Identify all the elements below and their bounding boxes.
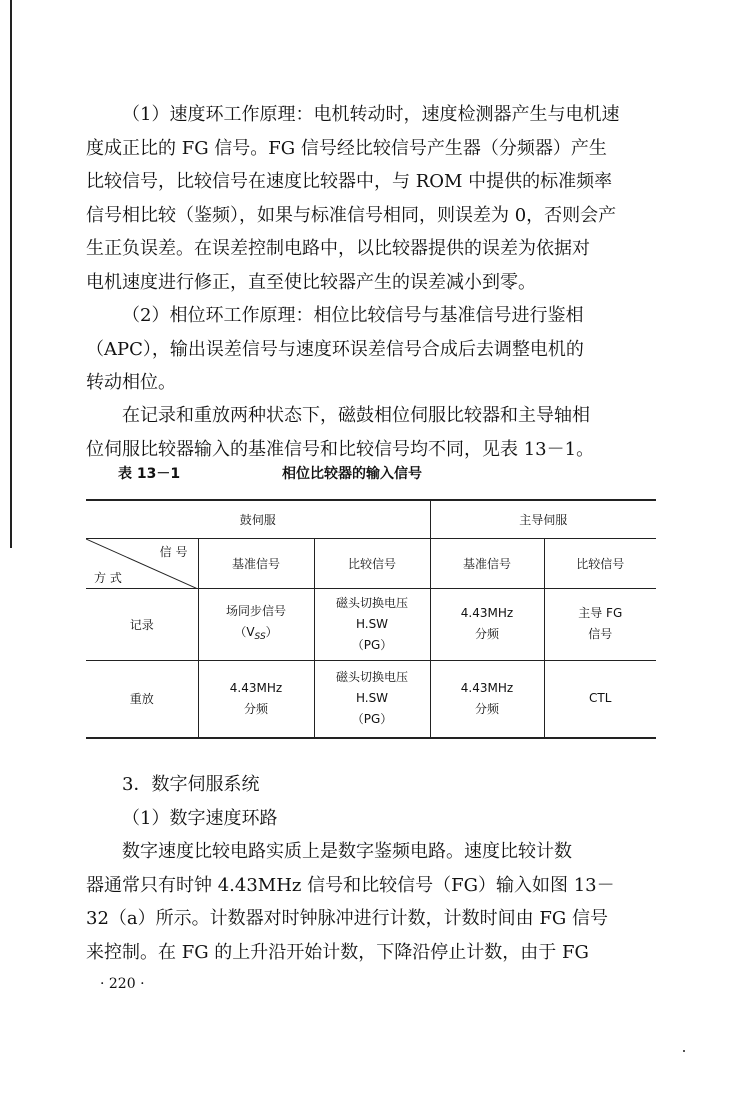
text-line: 在记录和重放两种状态下，磁鼓相位伺服比较器和主导轴相 <box>122 405 590 426</box>
text-line: 器通常只有时钟 4.43MHz 信号和比较信号（FG）输入如图 13－ <box>86 874 615 896</box>
table-cell: 4.43MHz 分频 <box>430 588 544 660</box>
table-title: 相位比较器的输入信号 <box>282 466 422 482</box>
text-line: 度成正比的 FG 信号。FG 信号经比较信号产生器（分频器）产生 <box>86 137 607 159</box>
table-row-record <box>86 588 656 660</box>
subheader-reference-signal: 基准信号 <box>198 538 314 588</box>
table-row-playback <box>86 660 656 738</box>
table-cell: 场同步信号 $(V_{SS})$ <box>198 588 314 660</box>
section-digital-servo <box>86 768 664 970</box>
table-cell: 主导 FG 信号 <box>544 588 656 660</box>
diagonal-header-cell <box>86 538 198 588</box>
scan-speck <box>683 1050 685 1052</box>
text-line: 信号相比较（鉴频），如果与标准信号相同，则误差为 0，否则会产 <box>86 204 617 226</box>
text-line: （1）速度环工作原理：电机转动时，速度检测器产生与电机速 <box>122 104 620 125</box>
text-line: （2）相位环工作原理：相位比较信号与基准信号进行鉴相 <box>122 305 584 326</box>
header-capstan-servo: 主导伺服 <box>430 500 656 538</box>
corner-label-signal: 信 号 <box>159 544 188 559</box>
table-cell: 4.43MHz 分频 <box>430 660 544 738</box>
paragraph-phase-loop <box>86 299 664 400</box>
text-line: 转动相位。 <box>86 372 176 394</box>
paragraph-speed-loop <box>86 98 664 300</box>
text-line: （APC），输出误差信号与速度环误差信号合成后去调整电机的 <box>86 338 584 360</box>
header-drum-servo: 鼓伺服 <box>86 500 430 538</box>
text-line: 来控制。在 FG 的上升沿开始计数，下降沿停止计数，由于 FG <box>86 941 589 963</box>
text-line: 生正负误差。在误差控制电路中，以比较器提供的误差为依据对 <box>86 238 590 260</box>
section-heading: 3．数字伺服系统 <box>122 774 260 795</box>
subheader-comparison-signal: 比较信号 <box>314 538 430 588</box>
corner-label-mode: 方 式 <box>94 570 122 585</box>
text-line: 数字速度比较电路实质上是数字鉴频电路。速度比较计数 <box>122 841 572 863</box>
mode-record: 记录 <box>86 588 198 660</box>
table-cell: 磁头切换电压 H.SW （PG） <box>314 660 430 738</box>
text-line: 电机速度进行修正，直至使比较器产生的误差减小到零。 <box>86 271 536 293</box>
subheader-reference-signal: 基准信号 <box>430 538 544 588</box>
binding-rule <box>10 0 12 548</box>
table-cell: CTL <box>544 660 656 738</box>
table-group-header-row <box>86 500 656 538</box>
mode-playback: 重放 <box>86 660 198 738</box>
text-line: 位伺服比较器输入的基准信号和比较信号均不同，见表 13－1。 <box>86 438 595 460</box>
table-cell: 4.43MHz 分频 <box>198 660 314 738</box>
table-number: 表 13－1 <box>118 466 181 482</box>
phase-comparator-table <box>86 499 656 739</box>
subsection-heading: （1）数字速度环路 <box>122 807 278 829</box>
subheader-comparison-signal: 比较信号 <box>544 538 656 588</box>
text-line: 比较信号，比较信号在速度比较器中，与 ROM 中提供的标准频率 <box>86 171 613 193</box>
paragraph-record-playback <box>86 399 664 466</box>
page-number: · 220 · <box>100 976 145 992</box>
table-cell: 磁头切换电压 H.SW （PG） <box>314 588 430 660</box>
text-line: 32（a）所示。计数器对时钟脉冲进行计数，计数时间由 FG 信号 <box>86 908 608 930</box>
table-subheader-row <box>86 538 656 588</box>
